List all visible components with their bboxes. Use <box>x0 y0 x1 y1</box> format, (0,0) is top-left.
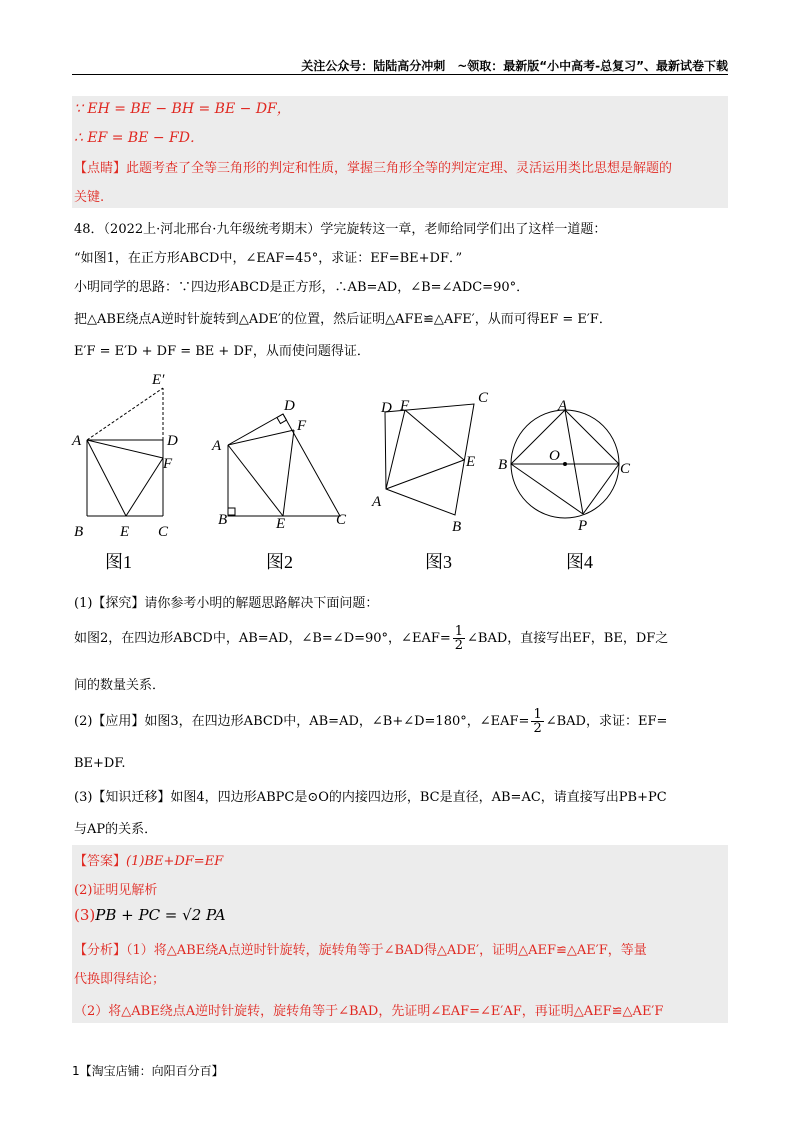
header-rule <box>72 74 728 75</box>
fig2-label-b: B <box>218 512 228 528</box>
part-1-post: ∠BAD，直接写出EF，BE，DF之 <box>467 631 669 646</box>
comment-tag: 【点睛】 <box>74 161 127 176</box>
part-1-pre: 如图2，在四边形ABCD中，AB=AD，∠B=∠D=90°，∠EAF= <box>74 631 451 646</box>
figures-svg <box>0 368 800 578</box>
part-2-pre: (2)【应用】如图3，在四边形ABCD中，AB=AD，∠B+∠D=180°，∠EAF= <box>74 714 530 729</box>
fig4-label-o: O <box>549 448 560 464</box>
fig3-label-d: D <box>381 400 392 416</box>
fig2-label-e: E <box>276 516 286 532</box>
problem-quote: “如图1，在正方形ABCD中，∠EAF=45°，求证：EF=BE+DF．” <box>74 251 463 266</box>
fig1-label-f: F <box>163 456 173 472</box>
fig3-label-a: A <box>372 494 382 510</box>
analysis-2: 代换即得结论； <box>74 972 166 987</box>
analysis-line-1 <box>74 939 647 958</box>
analysis-3: （2）将△ABE绕点A逆时针旋转，旋转角等于∠BAD，先证明∠EAF=∠E′AF，再证明△AEF≌△AE′F <box>74 1004 664 1019</box>
answer-1: (1)BE+DF=EF <box>126 854 224 869</box>
fig4-center-dot <box>563 462 567 466</box>
part-3-line: (3)【知识迁移】如图4，四边形ABPC是⊙O的内接四边形，BC是直径，AB=AC，请直接写出PB+PC <box>74 790 667 805</box>
comment-body: 此题考查了全等三角形的判定和性质，掌握三角形全等的判定定理、灵活运用类比思想是解题的 <box>126 161 673 176</box>
problem-number: 48． <box>74 222 104 237</box>
frac-num-1: 1 <box>454 624 464 639</box>
problem-source-line <box>74 218 606 237</box>
analysis-1: （1）将△ABE绕A点逆时针旋转，旋转角等于∠BAD得△ADE′，证明△AEF≌△AE′F，等量 <box>126 943 647 958</box>
fig1-caption: 图1 <box>105 552 132 572</box>
frac-num-2: 1 <box>533 707 542 722</box>
fig3-label-f: F <box>400 398 410 414</box>
prev-line-1: ∵ EH = BE − BH = BE − DF， <box>74 101 291 117</box>
fig2-caption: 图2 <box>266 552 293 572</box>
problem-source: （2022上·河北邢台·九年级统考期末）学完旋转这一章，老师给同学们出了这样一道题： <box>103 222 607 237</box>
part-1-intro: (1)【探究】请你参考小明的解题思路解决下面问题： <box>74 596 379 611</box>
figure-3 <box>385 404 474 515</box>
analysis-tag: 【分析】 <box>74 943 127 958</box>
part-1-line <box>74 625 668 653</box>
answer-tag: 【答案】 <box>74 854 127 869</box>
fig1-label-a: A <box>72 433 82 449</box>
idea-line-1: 小明同学的思路：∵四边形ABCD是正方形，∴AB=AD，∠B=∠ADC=90°． <box>74 280 530 295</box>
part-2-line <box>74 708 667 736</box>
prev-line-2: ∴ EF = BE − FD． <box>74 130 204 146</box>
comment-line-1 <box>74 157 672 176</box>
fraction-half-2 <box>531 708 543 735</box>
part-2-cont: BE+DF. <box>74 756 126 771</box>
fig3-label-e: E <box>466 454 476 470</box>
fig2-label-d: D <box>284 398 295 414</box>
fig2-label-c: C <box>336 512 347 528</box>
part-1-cont: 间的数量关系． <box>74 678 166 693</box>
fig1-label-c: C <box>158 524 169 540</box>
part-2-post: ∠BAD，求证：EF= <box>545 714 668 729</box>
fig1-label-d: D <box>167 433 178 449</box>
page-header: 关注公众号：陆陆高分冲刺 ~领取：最新版“小中高考-总复习”、最新试卷下载 <box>301 59 728 73</box>
part-3-cont: 与AP的关系． <box>74 822 158 837</box>
answer-line-3 <box>74 906 226 924</box>
fig4-label-b: B <box>498 457 508 473</box>
fig3-label-b: B <box>452 519 462 535</box>
fig1-label-b: B <box>74 524 84 540</box>
idea-line-2: 把△ABE绕点A逆时针旋转到△ADE′的位置，然后证明△AFE≌△AFE′，从而可得EF = E′F． <box>74 312 612 327</box>
answer-block <box>72 845 728 1023</box>
fig3-label-c: C <box>478 390 489 406</box>
fig2-label-f: F <box>297 418 307 434</box>
fig4-label-c: C <box>620 461 631 477</box>
answer-3-pre: (3) <box>74 906 96 924</box>
fig1-label-e: E <box>120 524 130 540</box>
answer-2: (2)证明见解析 <box>74 883 158 898</box>
frac-den-1: 2 <box>454 638 464 653</box>
figure-2 <box>228 414 340 516</box>
fig1-label-eprime: E′ <box>152 372 165 388</box>
comment-line-2: 关键. <box>74 190 105 205</box>
answer-line-1 <box>74 850 223 869</box>
fig4-label-a: A <box>558 398 568 414</box>
fig4-caption: 图4 <box>566 552 593 572</box>
fig2-label-a: A <box>212 438 222 454</box>
frac-den-2: 2 <box>533 721 542 736</box>
idea-line-3: E′F = E′D + DF = BE + DF，从而使问题得证． <box>74 344 370 359</box>
page-footer: 1【淘宝店铺：向阳百分百】 <box>72 1064 224 1078</box>
answer-3: PB + PC = √2 PA <box>95 906 226 924</box>
figure-1 <box>87 388 163 516</box>
fig3-caption: 图3 <box>425 552 452 572</box>
fraction-half-1 <box>453 625 465 652</box>
fig4-label-p: P <box>578 518 588 534</box>
